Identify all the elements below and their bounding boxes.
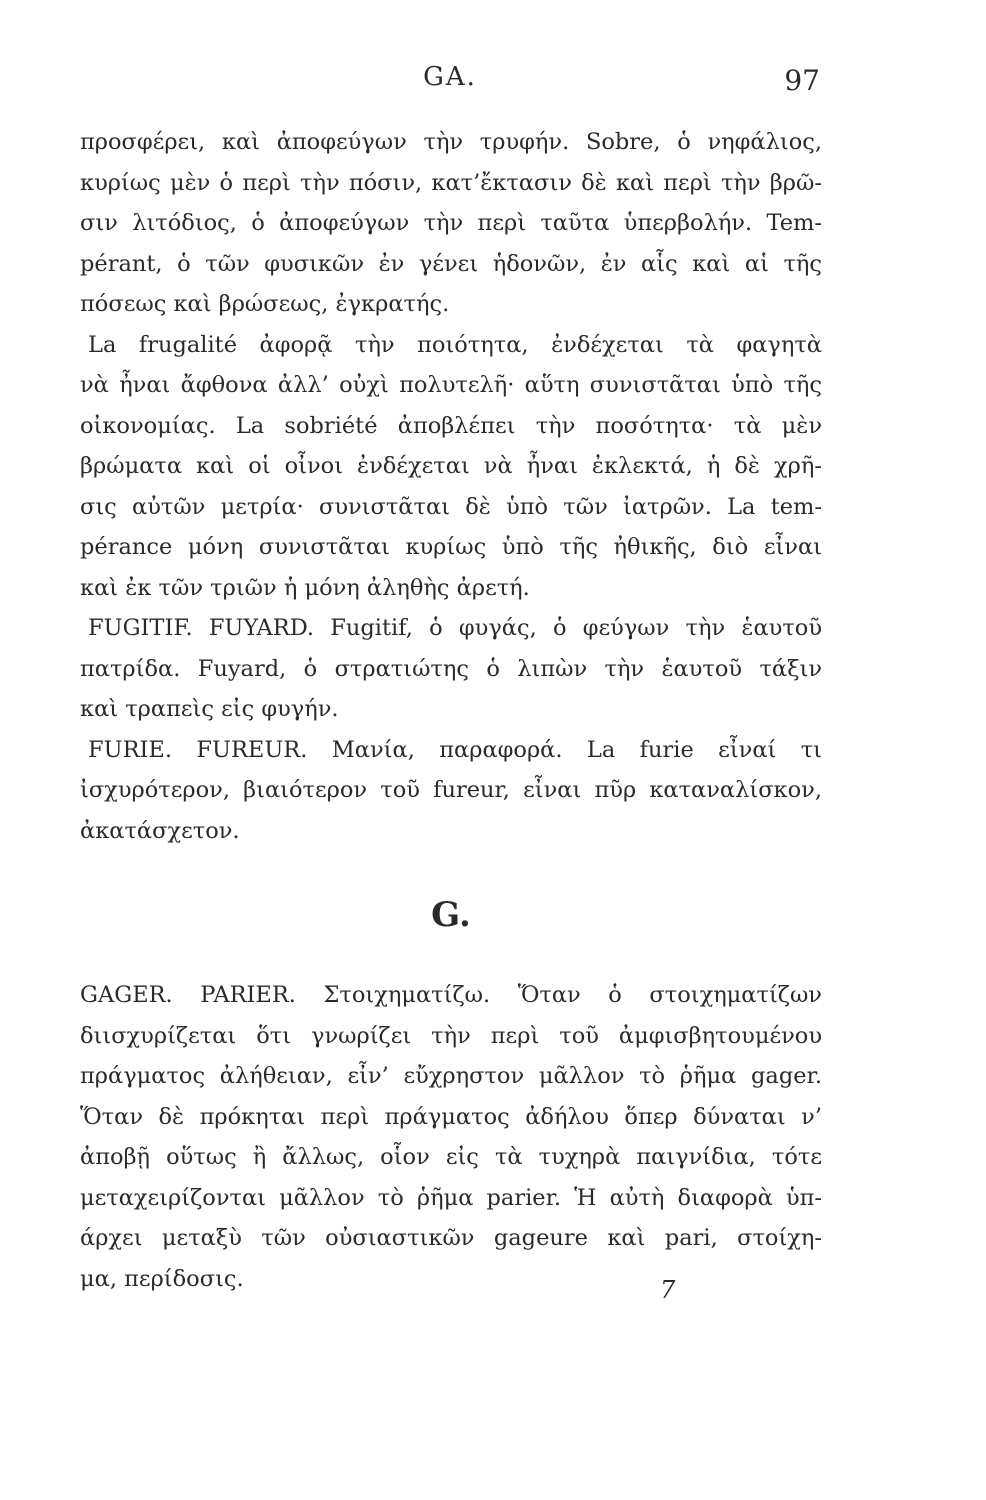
paragraph-gager [80, 975, 822, 1299]
text-line: καὶ ἐκ τῶν τριῶν ἡ μόνη ἀληθὴς ἀρετή. [80, 574, 530, 601]
text-line: νὰ ἦναι ἄφθονα ἀλλ’ οὐχὶ πολυτελῆ· αὕτη συνιστᾶται ὑπὸ τῆς [80, 372, 822, 398]
running-title: GA. [423, 62, 477, 92]
paragraph-sobre [80, 122, 822, 325]
text-line: ἀκατάσχετον. [80, 817, 240, 844]
text-line: καὶ τραπεὶς εἰς φυγήν. [80, 696, 339, 722]
section-letter-heading: G. [431, 895, 471, 935]
paragraph-frugalite [80, 325, 822, 609]
text-line: Ὅταν δὲ πρόκηται περὶ πράγματος ἀδήλου ὅπερ δύναται ν’ [80, 1103, 822, 1130]
text-line: pérance μόνη συνιστᾶται κυρίως ὑπὸ τῆς ἠθικῆς, διὸ εἶναι [80, 534, 822, 560]
text-line: ἀποβῇ οὕτως ἢ ἄλλως, οἷον εἰς τὰ τυχηρὰ παιγνίδια, τότε [80, 1144, 822, 1170]
text-line: GAGER. PARIER. Στοιχηματίζω. Ὅταν ὁ στοιχηματίζων [80, 982, 822, 1008]
text-line: άρχει μεταξὺ τῶν οὐσιαστικῶν gageure καὶ pari, στοίχη- [80, 1225, 822, 1251]
text-line: μεταχειρίζονται μᾶλλον τὸ ῥῆμα parier. Ἡ αὐτὴ διαφορὰ ὑπ- [80, 1184, 822, 1211]
text-line: πόσεως καὶ βρώσεως, ἐγκρατής. [80, 291, 450, 317]
text-line: μα, περίδοσις. [80, 1265, 244, 1292]
text-line: προσφέρει, καὶ ἀποφεύγων τὴν τρυφήν. Sobre, ὁ νηφάλιος, [80, 129, 822, 155]
text-line: FUGITIF. FUYARD. Fugitif, ὁ φυγάς, ὁ φεύγων τὴν ἑαυτοῦ [88, 615, 822, 641]
body-text [80, 122, 822, 1299]
page-number: 97 [784, 64, 820, 97]
text-line: La frugalité ἀφορᾷ τὴν ποιότητα, ἐνδέχεται τὰ φαγητὰ [88, 331, 822, 358]
text-line: pérant, ὁ τῶν φυσικῶν ἐν γένει ἡδονῶν, ἐν αἷς καὶ αἱ τῆς [80, 250, 822, 277]
text-line: FURIE. FUREUR. Μανία, παραφορά. La furie εἶναί τι [88, 736, 822, 763]
text-line: ἰσχυρότερον, βιαιότερον τοῦ fureur, εἶναι πῦρ καταναλίσκον, [80, 777, 822, 803]
text-line: οἰκονομίας. La sobriété ἀποβλέπει τὴν ποσότητα· τὰ μὲν [80, 412, 822, 439]
text-line: βρώματα καὶ οἱ οἶνοι ἐνδέχεται νὰ ἦναι ἐκλεκτά, ἡ δὲ χρῆ- [80, 453, 822, 479]
text-line: διισχυρίζεται ὅτι γνωρίζει τὴν περὶ τοῦ ἀμφισβητουμένου [80, 1022, 822, 1049]
text-line: σις αὐτῶν μετρία· συνιστᾶται δὲ ὑπὸ τῶν ἰατρῶν. La tem- [80, 493, 822, 520]
text-line: κυρίως μὲν ὁ περὶ τὴν πόσιν, κατ’ἔκτασιν δὲ καὶ περὶ τὴν βρῶ- [80, 169, 822, 196]
running-head [80, 62, 820, 102]
text-line: σιν λιτόδιος, ὁ ἀποφεύγων τὴν περὶ ταῦτα ὑπερβολήν. Tem- [80, 210, 822, 236]
signature-mark: 7 [660, 1276, 676, 1304]
text-line: πατρίδα. Fuyard, ὁ στρατιώτης ὁ λιπὼν τὴν ἑαυτοῦ τάξιν [80, 655, 822, 682]
paragraph-furie [80, 730, 822, 852]
paragraph-fugitif [80, 608, 822, 730]
text-line: πράγματος ἀλήθειαν, εἶν’ εὔχρηστον μᾶλλον τὸ ῥῆμα gager. [80, 1063, 822, 1089]
